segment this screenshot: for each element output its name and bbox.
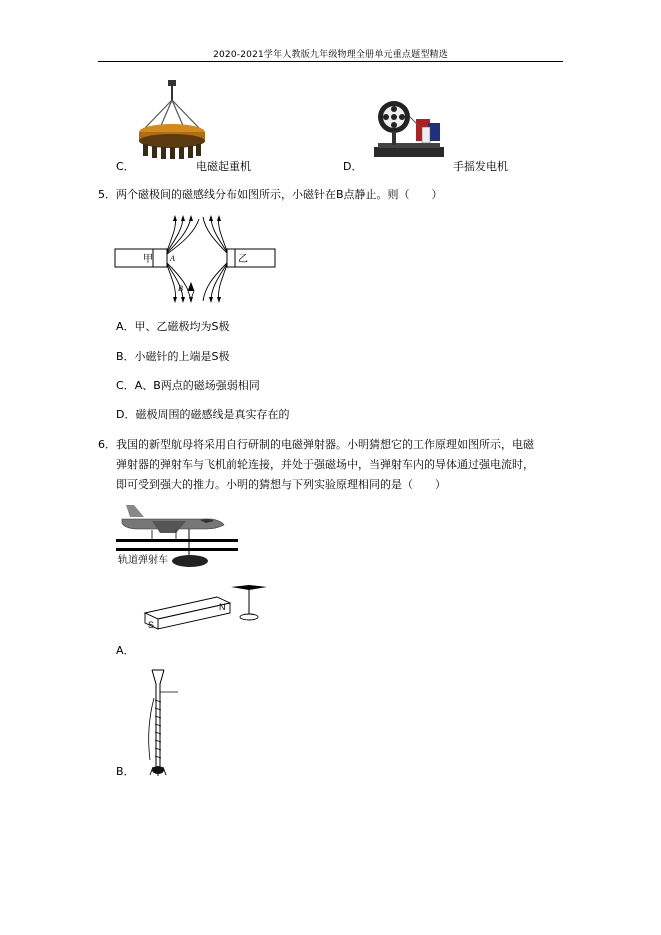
q5-label-point-a: A [170, 254, 175, 263]
q5-label-left-pole: 甲 [143, 254, 153, 265]
q6-stem-text: 我国的新型航母将采用自行研制的电磁弹射器。小明猜想它的工作原理如图所示，电磁 [116, 438, 534, 451]
q6-option-a-label: A． [116, 644, 135, 657]
option-d-label: D． [343, 160, 363, 173]
option-d-caption: 手摇发电机 [453, 160, 508, 173]
q6-option-b-coil-figure [138, 668, 180, 778]
option-text: 小磁针的上端是S极 [134, 350, 230, 363]
option-c-caption: 电磁起重机 [196, 160, 251, 173]
q5-label-right-pole: 乙 [238, 254, 248, 265]
q6-number: 6． [98, 438, 116, 451]
option-label: C． [116, 379, 135, 392]
q5-number: 5． [98, 188, 116, 201]
q5-option-b [116, 346, 230, 367]
q6-option-b-label: B． [116, 765, 135, 778]
q6-option-a-magnet-figure [145, 583, 270, 635]
q6-magnet-s-label: S [148, 620, 155, 630]
option-c-label: C． [116, 160, 135, 173]
q6-stem-line-3: 即可受到强大的推力。小明的猜想与下列实验原理相同的是（ ） [116, 478, 446, 491]
q5-magnetic-field-figure [115, 215, 275, 303]
q5-option-d [116, 404, 289, 425]
option-text: 甲、乙磁极均为S极 [134, 320, 230, 333]
page-header: 2020-2021学年人教版九年级物理全册单元重点题型精选 [213, 50, 448, 60]
option-text: 磁极周围的磁感线是真实存在的 [135, 408, 290, 421]
hand-generator-image [372, 97, 447, 162]
q6-catapult-figure [116, 503, 238, 569]
q6-stem-line-2: 弹射器的弹射车与飞机前轮连接，并处于强磁场中，当弹射车内的导体通过强电流时， [116, 458, 534, 471]
option-text: A、B两点的磁场强弱相同 [134, 379, 260, 392]
q5-stem [98, 188, 443, 202]
header-rule [98, 61, 563, 62]
q6-track-label: 轨道弹射车 [118, 555, 168, 566]
option-label: A． [116, 320, 135, 333]
q6-stem-line-1 [98, 434, 534, 455]
electromagnetic-crane-image [135, 80, 210, 165]
option-label: D． [116, 408, 136, 421]
option-label: B． [116, 350, 135, 363]
q6-magnet-n-label: N [219, 602, 226, 612]
q5-option-c [116, 375, 260, 396]
q5-label-point-b: B [178, 284, 183, 293]
q5-stem-text: 两个磁极间的磁感线分布如图所示，小磁针在B点静止。则（ ） [116, 188, 443, 201]
q5-option-a [116, 316, 230, 337]
